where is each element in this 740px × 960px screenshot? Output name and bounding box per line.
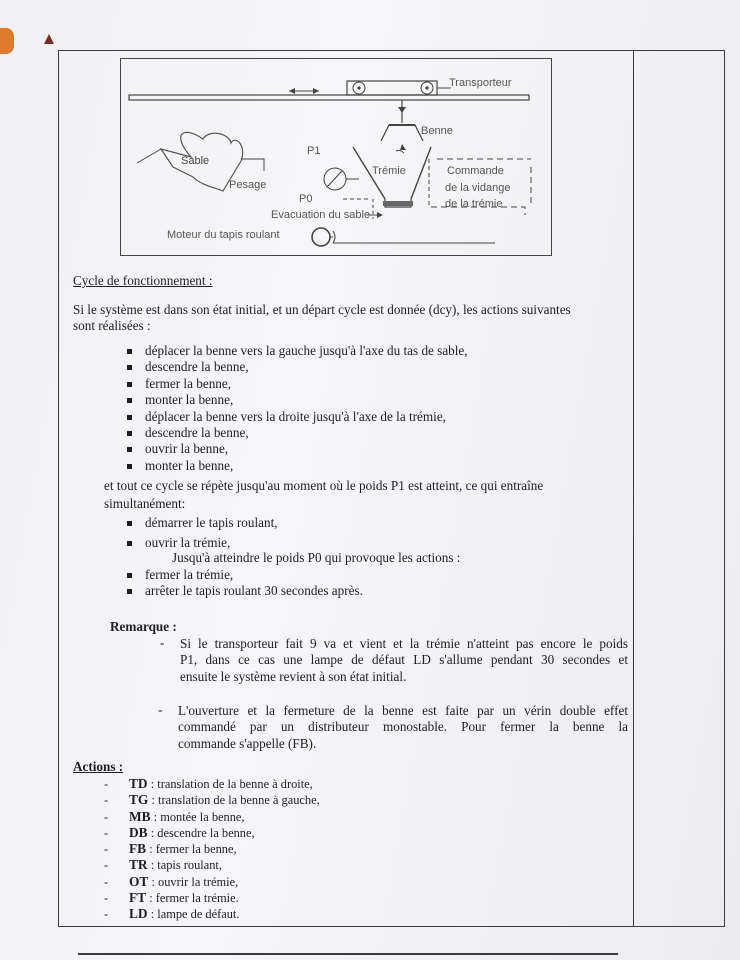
label-tremie: Trémie xyxy=(372,165,406,177)
action-desc: : montée la benne, xyxy=(150,809,245,824)
action-desc: : fermer la benne, xyxy=(146,842,237,857)
cycle-heading: Cycle de fonctionnement : xyxy=(73,273,213,288)
label-commande-2: de la vidange xyxy=(445,182,511,194)
label-commande-3: de la trémie xyxy=(445,198,503,210)
remarque-1 xyxy=(180,636,628,685)
list-item: ouvrir la trémie, xyxy=(125,535,278,551)
action-desc: : ouvrir la trémie, xyxy=(148,874,239,889)
list-item: descendre la benne, xyxy=(125,359,468,375)
pen-mark xyxy=(44,34,54,44)
until-line: Jusqu'à atteindre le poids P0 qui provoque les actions : xyxy=(172,550,461,565)
action-item-ot xyxy=(102,874,320,890)
list-item: fermer la benne, xyxy=(125,376,468,392)
action-desc: : translation de la benne à droite, xyxy=(147,777,313,791)
cycle-repeat-line-2: simultanément: xyxy=(104,496,186,511)
action-item-db xyxy=(102,825,320,841)
label-pesage: Pesage xyxy=(229,179,267,191)
remarque-dash-1: - xyxy=(160,635,165,650)
label-transporteur: Transporteur xyxy=(449,77,512,89)
margin-line xyxy=(633,50,634,927)
action-desc: : descendre la benne, xyxy=(147,825,255,840)
remarque-1-line-2: P1, dans ce cas une lampe de défaut LD s'allume pendant 30 secondes et xyxy=(180,652,628,668)
action-code: MB xyxy=(129,808,151,824)
action-item-ft xyxy=(102,890,320,906)
action-code: LD xyxy=(129,906,148,922)
remarque-1-line-1: Si le transporteur fait 9 va et vient et la trémie n'atteint pas encore le poids xyxy=(180,636,628,651)
actions-list xyxy=(102,776,320,923)
simultaneous-list xyxy=(125,515,278,552)
actions-heading: Actions : xyxy=(73,759,124,774)
label-benne: Benne xyxy=(421,125,453,137)
label-sable: Sable xyxy=(181,155,210,167)
action-item-fb xyxy=(102,841,320,857)
remarque-2-line-1: L'ouverture et la fermeture de la benne est faite par un vérin double effet xyxy=(178,703,628,718)
label-evacuation: Evacuation du sable xyxy=(271,209,371,221)
action-item-ld xyxy=(102,906,320,922)
remarque-2-line-3: commande s'appelle (FB). xyxy=(178,735,317,751)
remarque-heading: Remarque : xyxy=(110,619,177,634)
label-p0: P0 xyxy=(299,193,313,205)
cycle-intro-line-2: sont réalisées : xyxy=(73,318,151,333)
list-item: monter la benne, xyxy=(125,458,468,474)
action-desc: : lampe de défaut. xyxy=(147,907,240,922)
action-code: TR xyxy=(129,857,148,873)
list-item: arrêter le tapis roulant 30 secondes après. xyxy=(125,583,363,599)
bottom-border-line xyxy=(78,953,618,955)
action-item-mb xyxy=(102,809,320,825)
orange-corner-mark xyxy=(0,28,14,54)
label-p1: P1 xyxy=(307,145,321,157)
remarque-1-line-3: ensuite le système revient à son état initial. xyxy=(180,668,407,684)
action-item-tr xyxy=(102,857,320,873)
action-code: OT xyxy=(129,873,149,889)
action-code: DB xyxy=(129,824,148,840)
remarque-dash-2: - xyxy=(158,702,163,717)
action-code: TG xyxy=(129,792,149,808)
remarque-2 xyxy=(178,703,628,752)
list-item: ouvrir la benne, xyxy=(125,441,468,457)
cycle-steps-list xyxy=(125,343,468,474)
action-code: FB xyxy=(129,841,147,857)
cycle-repeat-line-1: et tout ce cycle se répète jusqu'au moment où le poids P1 est atteint, ce qui entraîne xyxy=(104,478,544,493)
final-actions-list xyxy=(125,567,363,600)
action-code: TD xyxy=(129,776,148,791)
list-item: descendre la benne, xyxy=(125,425,468,441)
action-item-td xyxy=(102,776,320,792)
action-desc: : translation de la benne à gauche, xyxy=(148,793,320,808)
system-diagram xyxy=(120,58,552,256)
action-code: FT xyxy=(129,890,147,906)
label-commande-1: Commande xyxy=(447,165,504,177)
label-moteur: Moteur du tapis roulant xyxy=(167,229,280,241)
list-item: fermer la trémie, xyxy=(125,567,363,583)
action-desc: : tapis roulant, xyxy=(147,858,222,873)
cycle-intro-line-1: Si le système est dans son état initial, et un départ cycle est donnée (dcy), les actions suivantes xyxy=(73,302,571,317)
list-item: déplacer la benne vers la droite jusqu'à l'axe de la trémie, xyxy=(125,409,468,425)
remarque-2-line-2: commandé par un distributeur monostable. Pour fermer la benne la xyxy=(178,719,628,735)
action-item-tg xyxy=(102,792,320,808)
list-item: monter la benne, xyxy=(125,392,468,408)
list-item: déplacer la benne vers la gauche jusqu'à l'axe du tas de sable, xyxy=(125,343,468,359)
list-item: démarrer le tapis roulant, xyxy=(125,515,278,531)
action-desc: : fermer la trémie. xyxy=(146,891,239,906)
